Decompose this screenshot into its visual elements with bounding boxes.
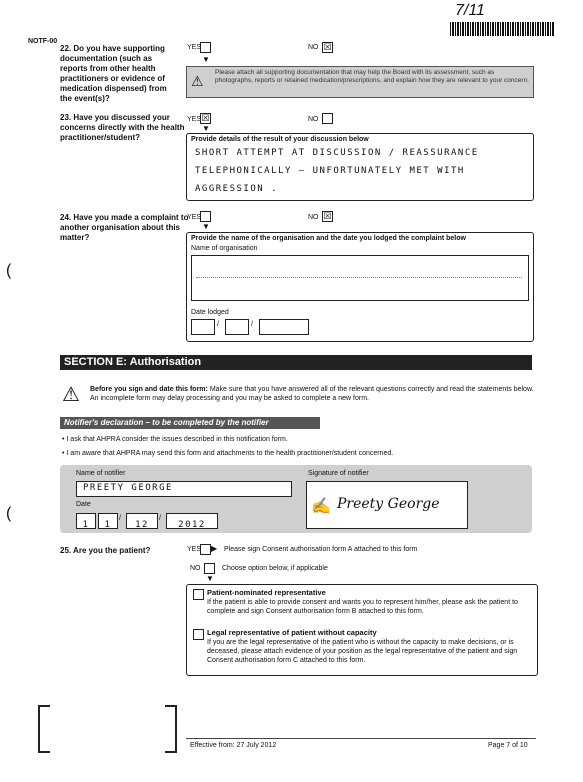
arrow-down-icon: ▼	[202, 55, 210, 64]
crop-mark-left	[38, 705, 50, 753]
q25-no-checkbox[interactable]	[204, 563, 215, 574]
q25-options-box	[186, 584, 538, 676]
q24-no-label: NO	[308, 214, 319, 221]
section-e-header	[60, 355, 532, 370]
q24-org-label: Name of organisation	[191, 245, 258, 252]
opt1-checkbox[interactable]	[193, 589, 204, 600]
q24-date-label: Date lodged	[191, 309, 229, 316]
q23-no-label: NO	[308, 116, 319, 123]
name-input[interactable]	[76, 481, 292, 497]
q23-yes-label: YES	[187, 116, 202, 123]
footer-page: Page 7 of 10	[488, 742, 528, 749]
q23-no-checkbox[interactable]	[322, 113, 333, 124]
question-23: 23. Have you discussed your concerns directly with the health practitioner/student?	[60, 113, 185, 142]
q22-yes-label: YES	[187, 44, 202, 51]
q23-box-title: Provide details of the result of your discussion below	[191, 136, 369, 143]
date-label: Date	[76, 501, 91, 508]
footer-rule	[186, 738, 536, 739]
section-e-warning	[90, 385, 535, 403]
q24-box-title: Provide the name of the organisation and the date you lodged the complaint below	[191, 235, 466, 242]
warning-icon: ⚠	[191, 73, 204, 89]
q25-no-label: NO	[190, 565, 201, 572]
barcode	[450, 22, 554, 36]
name-value: PREETY GEORGE	[83, 483, 173, 493]
question-24: 24. Have you made a complaint to another organisation about this matter?	[60, 213, 189, 242]
arrow-right-icon: ▶	[211, 544, 218, 553]
pen-icon: ✍	[311, 498, 331, 515]
arrow-down-icon: ▼	[202, 222, 210, 231]
q24-date-year[interactable]	[259, 319, 309, 335]
sig-date-day[interactable]: 1	[76, 513, 96, 529]
notifier-panel: Name of notifier PREETY GEORGE Date 1 1 / 12 / 2012 Signature of notifier ✍ Preety George	[60, 465, 532, 533]
q23-line-3: AGGRESSION .	[195, 184, 279, 194]
q25-yes-checkbox[interactable]	[200, 544, 211, 555]
bullet-1-text: I ask that AHPRA consider the issues described in this notification form.	[66, 436, 288, 443]
opt1-title: Patient-nominated representative	[207, 588, 326, 597]
signature-value: Preety George	[337, 496, 440, 512]
margin-mark: (	[6, 505, 12, 522]
q24-no-checkbox[interactable]: ☒	[323, 211, 332, 221]
warning-text: Make sure that you have answered all of the relevant questions correctly and read the statements below. An incomplete form may delay processing and you may be asked to complete a new form.	[90, 386, 534, 402]
arrow-down-icon: ▼	[206, 574, 214, 583]
q23-line-1: SHORT ATTEMPT AT DISCUSSION / REASSURANCE	[195, 148, 479, 158]
q24-organisation-box: Provide the name of the organisation and the date you lodged the complaint below Name of organisation Date lodged / /	[186, 232, 534, 342]
bullet-2: • I am aware that AHPRA may send this form and attachments to the health practitioner/student concerned.	[62, 450, 394, 457]
declaration-header	[60, 417, 320, 429]
q25-yes-label: YES	[187, 546, 202, 553]
q23-yes-checkbox[interactable]: ☒	[201, 113, 210, 123]
crop-mark-right	[165, 705, 177, 753]
arrow-down-icon: ▼	[202, 124, 210, 133]
q23-discussion-box[interactable]	[186, 133, 534, 201]
handwritten-page-number: 7/11	[455, 2, 485, 19]
opt2-title: Legal representative of patient without capacity	[207, 628, 377, 637]
warning-bold: Before you sign and date this form:	[90, 386, 208, 393]
declaration-title: Notifier's declaration – to be completed by the notifier	[64, 418, 269, 427]
q24-org-input[interactable]	[191, 255, 529, 301]
q22-note: Please attach all supporting documentation that may help the Board with its assessment, such as photographs, reports or retained medication/prescriptions, and explain how they are relevant to your concern.	[215, 69, 529, 84]
question-22: 22. Do you have supporting documentation (such as reports from other health practitioners or evidence of medication dispensed) from the event(s)?	[60, 44, 167, 103]
opt1-text: If the patient is able to provide consent and wants you to represent him/her, please ask the patient to complete and sign Consent authorisation form B attached to this form.	[207, 599, 518, 615]
q24-date-month[interactable]	[225, 319, 249, 335]
opt2-text: If you are the legal representative of the patient who is without the capacity to make decisions, or is deceased, please attach evidence of your position as the legal representative of the patient and sign Consent authorisation form C attached to this form.	[207, 639, 518, 664]
q22-no-checkbox[interactable]: ☒	[323, 42, 332, 52]
q25-yes-note: Please sign Consent authorisation form A attached to this form	[224, 546, 418, 553]
signature-label: Signature of notifier	[308, 470, 369, 477]
q24-date-day[interactable]	[191, 319, 215, 335]
sig-date-day2[interactable]: 1	[98, 513, 118, 529]
warning-triangle-icon: ⚠	[62, 384, 80, 406]
section-e-title: SECTION E: Authorisation	[64, 356, 202, 368]
bullet-1: • I ask that AHPRA consider the issues described in this notification form.	[62, 436, 288, 443]
q23-line-2: TELEPHONICALLY — UNFORTUNATELY MET WITH	[195, 166, 465, 176]
q22-yes-checkbox[interactable]	[200, 42, 211, 53]
name-label: Name of notifier	[76, 470, 126, 477]
q24-yes-label: YES	[187, 214, 202, 221]
q24-yes-checkbox[interactable]	[200, 211, 211, 222]
signature-box[interactable]	[306, 481, 468, 529]
question-25: 25. Are you the patient?	[60, 546, 151, 555]
q22-no-label: NO	[308, 44, 319, 51]
q25-no-note: Choose option below, if applicable	[222, 565, 328, 572]
sig-date-month[interactable]: 12	[126, 513, 158, 529]
opt2-checkbox[interactable]	[193, 629, 204, 640]
margin-mark: (	[6, 262, 12, 279]
bullet-2-text: I am aware that AHPRA may send this form and attachments to the health practitioner/student concerned.	[66, 450, 394, 457]
footer-effective: Effective from: 27 July 2012	[190, 742, 277, 749]
sig-date-year[interactable]: 2012	[166, 513, 218, 529]
form-code: NOTF-00	[28, 38, 58, 45]
q22-note-box	[186, 66, 534, 98]
